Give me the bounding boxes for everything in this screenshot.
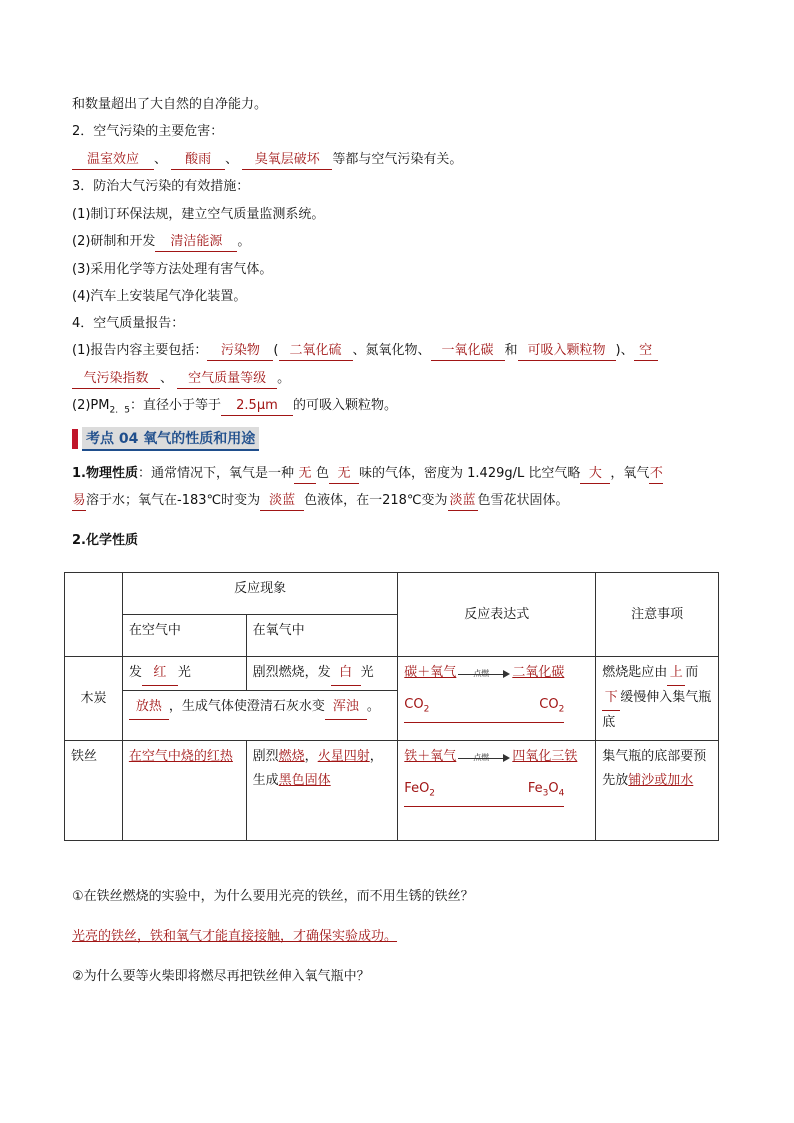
symbol-equation [404,777,564,807]
text-line [72,288,246,306]
answer-text: 易 [72,493,86,508]
paragraph-text: (4)汽车上安装尾气净化装置。 [72,289,247,304]
reaction-table [64,572,719,841]
paragraph-text: )、 [615,343,634,358]
cell-text: 集气瓶的底部要预先放 [602,749,707,788]
paragraph-text: ，氧气 [610,466,650,481]
paragraph-text: 。 [277,371,291,386]
header-text: 注意事项 [631,606,684,622]
section-heading [72,428,259,450]
question-line [72,888,474,906]
reactants: 铁＋氧气 [404,749,457,764]
text-line [72,206,324,224]
text-line [72,465,663,484]
section-item-title: 4．空气质量报告： [72,316,185,331]
table-cell [65,573,123,657]
reactants: 碳＋氧气 [404,665,457,680]
answer-text: 上 [669,665,683,680]
answer-blank [155,233,237,252]
paragraph-text: 色液体，在一218℃变为 [304,493,448,508]
answer-text: 空 [639,343,653,358]
text-line [72,397,397,420]
cell-text: 。 [366,699,380,714]
subscript: 3 [542,788,549,799]
cell-text: 光 [360,665,374,680]
table-header [122,615,246,657]
row-label [65,741,123,841]
answer-text: 燃烧 [278,749,305,764]
paragraph-text: (2)PM [72,398,110,413]
answer-blank [279,342,353,361]
answer-blank [329,465,359,484]
answer-blank [667,661,685,686]
answer-text: 在空气中烧的红热 [128,749,233,764]
answer-blank [242,151,332,170]
equation-cell [398,741,596,841]
formula [419,777,435,806]
answer-text: 红 [153,665,167,680]
text-line [72,178,249,196]
answer-text: 2.5μm [236,398,278,413]
answer-text: 无 [337,466,351,481]
heading-marker [72,429,78,449]
subscript: 2 [429,788,436,799]
paragraph-text: 色雪花状固体。 [477,493,569,508]
answer-blank [325,695,367,720]
row-label-text: 铁丝 [71,749,98,764]
subscript: 2 [423,704,430,715]
header-text: 在空气中 [128,623,181,638]
answer-blank [602,686,620,711]
paragraph-text: ( [273,343,279,358]
cell-text: 剧烈 [252,749,279,764]
question-text: ②为什么要等火柴即将燃尽再把铁丝伸入氧气瓶中？ [72,969,370,984]
answer-blank [207,342,273,361]
answer-blank [649,465,663,484]
formula [539,693,564,722]
paragraph-text: 。 [237,234,251,249]
answer-blank [448,492,478,511]
answer-blank [129,695,169,720]
answer-text: 淡蓝 [449,493,476,508]
text-line [72,96,267,114]
answer-text: 铺沙或加水 [628,773,694,788]
answer-blank [72,492,86,511]
heading-text: 考点 04 氧气的性质和用途 [82,427,259,451]
answer-blank [171,151,225,170]
paragraph-text: 色 [316,466,330,481]
answer-text: 空气质量等级 [188,371,267,386]
cell-text: 剧烈燃烧，发 [252,665,331,680]
answer-blank [177,370,277,389]
cell-text: ， [369,749,383,764]
answer-text: 清洁能源 [170,234,223,249]
text-line [72,151,462,170]
products: 四氧化三铁 [512,749,578,764]
table-header [596,573,719,657]
cell-text: 而 [685,665,699,680]
answer-text: 臭氧层破坏 [254,152,320,167]
table-cell [122,657,246,691]
paragraph-text: 和 [504,343,518,358]
reaction-condition: 点燃 [473,753,490,762]
table-cell [246,741,398,841]
subscript: 2 [558,704,565,715]
row-label-text: 木炭 [80,690,107,706]
answer-blank [634,342,658,361]
text-line [72,532,138,550]
answer-text: 黑色固体 [278,773,331,788]
answer-text: 一氧化碳 [441,343,494,358]
text-line [72,370,290,389]
answer-text: 不 [649,466,663,481]
formula [528,777,564,806]
text-line [72,492,569,511]
table-row [65,657,719,691]
paragraph-text: ：直径小于等于 [129,398,221,413]
answer-blank [518,342,616,361]
answer-text: 温室效应 [86,152,139,167]
cell-text: 光 [177,665,191,680]
answer-blank [72,151,154,170]
paragraph-text: 等都与空气污染有关。 [332,152,463,167]
table-cell [122,691,397,741]
cell-text: 缓慢伸入集气瓶底 [602,690,712,730]
cell-text: 燃烧匙应由 [602,665,668,680]
formula-text: O [413,697,424,712]
table-cell [246,657,398,691]
text-line [72,233,250,252]
answer-blank [142,661,178,686]
answer-blank [580,465,610,484]
subsection-label: 1.物理性质 [72,466,138,481]
table-header [398,573,596,657]
table-header [246,615,398,657]
answer-text: 火星四射 [317,749,370,764]
answer-blank [221,397,293,416]
separator: 、 [154,152,168,167]
answer-text: 光亮的铁丝，铁和氧气才能直接接触，才确保实验成功。 [72,929,398,944]
answer-text: 下 [604,690,618,705]
notes-cell [596,657,719,741]
answer-text: 白 [339,665,353,680]
answer-text: 浑浊 [332,699,359,714]
word-equation [404,745,589,769]
answer-line [72,928,397,946]
question-text: ①在铁丝燃烧的实验中，为什么要用光亮的铁丝，而不用生锈的铁丝？ [72,889,474,904]
cell-text: ，生成气体使澄清石灰水变 [168,699,325,714]
formula: Fe [404,781,420,796]
subscript: 4 [558,788,565,799]
row-label [65,657,123,741]
header-text: 反应表达式 [464,606,530,622]
word-equation [404,661,589,685]
answer-blank [331,661,361,686]
separator: 、 [225,152,239,167]
cell-text: ， [304,749,318,764]
answer-text: 二氧化硫 [289,343,342,358]
formula-text: CO [539,697,559,712]
answer-text: 污染物 [220,343,260,358]
paragraph-text: (1)制订环保法规，建立空气质量监测系统。 [72,207,325,222]
paragraph-text: 和数量超出了大自然的自净能力。 [72,97,268,112]
table-cell [122,741,246,841]
symbol-equation [404,693,564,723]
section-item-title: 3．防治大气污染的有效措施： [72,179,250,194]
formula-text: O [419,781,430,796]
products: 二氧化碳 [512,665,565,680]
text-line [72,342,658,361]
notes-cell [596,741,719,841]
equation-cell [398,657,596,741]
answer-blank [431,342,505,361]
separator: 、 [160,371,174,386]
formula: C [404,697,414,712]
cell-text: 生成 [252,773,279,788]
paragraph-text: 、氮氧化物、 [352,343,431,358]
formula-text: Fe [527,781,543,796]
paragraph-text: (2)研制和开发 [72,234,156,249]
formula-text: O [548,781,559,796]
table-row [65,573,719,615]
answer-text: 酸雨 [185,152,212,167]
paragraph-text: (3)采用化学等方法处理有害气体。 [72,262,273,277]
answer-text: 无 [298,466,312,481]
header-text: 在氧气中 [252,623,305,638]
subscript: 2．5 [109,405,130,416]
answer-blank [72,370,160,389]
paragraph-text: 味的气体，密度为 1.429g/L 比空气略 [359,466,581,481]
cell-text: 发 [128,665,142,680]
answer-text: 放热 [135,699,162,714]
table-header [122,573,397,615]
text-line [72,123,223,141]
text-line [72,261,272,279]
header-text: 反应现象 [234,581,287,596]
answer-text: 气污染指数 [83,371,149,386]
formula [413,693,429,722]
answer-text: 可吸入颗粒物 [527,343,606,358]
answer-text: 大 [588,466,602,481]
question-line [72,968,370,986]
reaction-arrow-icon [458,750,510,764]
paragraph-text: 溶于水；氧气在-183℃时变为 [86,493,261,508]
answer-blank [294,465,316,484]
paragraph-text: ：通常情况下，氧气是一种 [137,466,294,481]
section-item-title: 2．空气污染的主要危害： [72,124,224,139]
answer-text: 淡蓝 [269,493,296,508]
table-row [65,741,719,841]
paragraph-text: (1)报告内容主要包括： [72,343,208,358]
answer-blank [260,492,304,511]
reaction-condition: 点燃 [473,669,490,678]
text-line [72,315,184,333]
subsection-label: 2.化学性质 [72,533,138,548]
reaction-arrow-icon [458,666,510,680]
paragraph-text: 的可吸入颗粒物。 [292,398,397,413]
